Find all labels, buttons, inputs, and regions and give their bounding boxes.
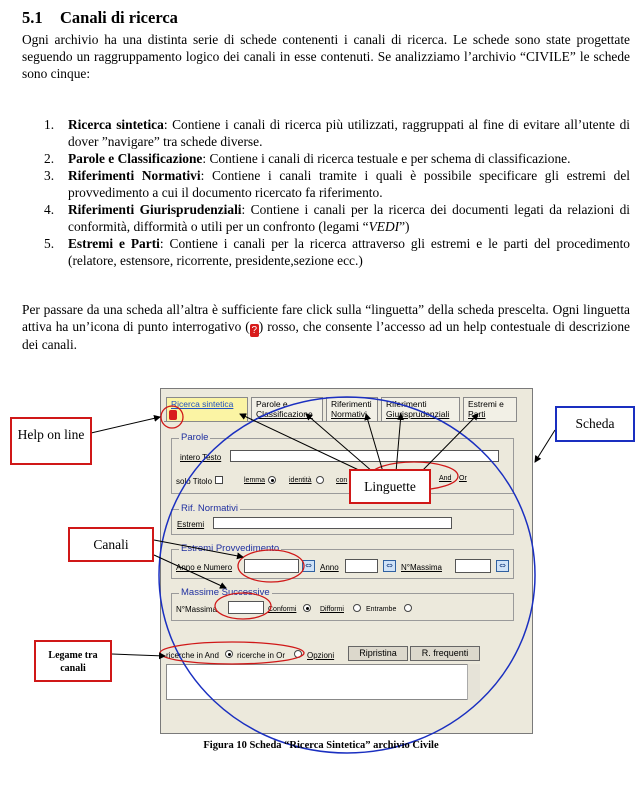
figure-caption: Figura 10 Scheda “Ricerca Sintetica” archivio Civile — [203, 740, 439, 751]
and-label: And — [439, 475, 452, 482]
intero-testo-label: intero Testo — [180, 453, 222, 462]
con-label: con — [336, 477, 348, 484]
parole-legend: Parole — [181, 432, 209, 443]
arrow-lookup-icon[interactable]: ⇔ — [496, 560, 509, 572]
canali-callout: Canali — [68, 527, 154, 562]
arrow-lookup-icon[interactable]: ⇔ — [302, 560, 315, 572]
identita-label: identità — [289, 477, 312, 484]
estremi-label: Estremi — [177, 520, 205, 529]
opzioni-link[interactable]: Opzioni — [307, 651, 335, 660]
scheda-ellipse — [159, 397, 535, 753]
entrambe-label: Entrambe — [366, 606, 397, 613]
list-item: 2. Parole e Classificazione: Contiene i canali di ricerca testuale e per schema di classificazione. — [44, 151, 571, 166]
list-item: 3. Riferimenti Normativi: Contiene i canali tramite i quali è possibile specificare gli estremi del provvedimento a cui il documento ricercato fa riferimento. — [44, 168, 630, 200]
arrows — [91, 414, 555, 656]
conformi-label: Conformi — [268, 606, 297, 613]
outro-paragraph: Per passare da una scheda all’altra è sufficiente fare click sulla “linguetta” della scheda prescelta. Ogni linguetta attiva ha un’icona di punto interrogativo ( ? ) rosso, che consente l’accesso ad un help contestuale di descrizione dei canali. — [22, 302, 630, 352]
rif-normativi-legend: Rif. Normativi — [181, 503, 239, 514]
anno-numero-label: Anno e Numero — [176, 563, 233, 572]
massime-successive-legend: Massime Successive — [181, 587, 270, 598]
difformi-label: Difformi — [320, 606, 344, 613]
list-item: 1. Ricerca sintetica: Contiene i canali di ricerca più utilizzati, raggruppati al fine di evitare all’utente di dover ”navigare” tra schede diverse. — [44, 117, 630, 149]
linguette-callout: Linguette — [349, 469, 431, 504]
scheda-callout: Scheda — [555, 406, 635, 442]
ripristina-button[interactable]: Ripristina — [348, 646, 408, 661]
tab-ricerca-sintetica[interactable]: Ricerca sintetica — [166, 397, 248, 422]
arrow-lookup-icon[interactable]: ⇔ — [383, 560, 396, 572]
anno-label: Anno — [320, 563, 339, 572]
lemma-label: lemma — [244, 477, 266, 484]
intro-paragraph: Ogni archivio ha una distinta serie di schede contenenti i canali di ricerca. Le schede sono state progettate seguendo un raggruppamento logico dei canali in esse contenuti. Se analizziamo l’archivio “CIVILE” le schede sono cinque: — [22, 32, 630, 81]
tab-estremi-parti[interactable]: Estremi e Parti — [463, 397, 517, 422]
list-item-term: Riferimenti Giurisprudenziali — [68, 202, 242, 217]
list-item-term: Parole e Classificazione — [68, 151, 203, 166]
legame-tra-canali-callout: Legame tra canali — [34, 640, 112, 682]
ricerche-and-label: ricerche in And — [166, 651, 219, 660]
canali-ellipse-2 — [215, 593, 271, 619]
legame-ellipse — [160, 642, 304, 664]
n-massima-label: N°Massima — [401, 563, 442, 572]
ricerche-frequenti-button[interactable]: R. frequenti — [410, 646, 480, 661]
tab-parole-classificazione[interactable]: Parole e Classificazione — [251, 397, 323, 422]
section-title: Canali di ricerca — [60, 8, 178, 27]
list-item-term: Riferimenti Normativi — [68, 168, 201, 183]
list-item-term: Estremi e Parti — [68, 236, 160, 251]
tab-riferimenti-giurisprudenziali[interactable]: Riferimenti Giurisprudenziali — [381, 397, 460, 422]
section-number: 5.1 — [22, 8, 43, 27]
tab-riferimenti-normativi[interactable]: Riferimenti Normativi — [326, 397, 378, 422]
or-label: Or — [459, 475, 467, 482]
ricerche-or-label: ricerche in Or — [237, 651, 286, 660]
list-item: 5. Estremi e Parti: Contiene i canali per la ricerca attraverso gli estremi e le parti del procedimento (relatore, estensore, ricorrente, presidente,sezione ecc.) — [44, 236, 630, 268]
massime-n-massima-label: N°Massima — [176, 605, 217, 614]
list-item-term: Ricerca sintetica — [68, 117, 164, 132]
list-item: 4. Riferimenti Giurisprudenziali: Contiene i canali per la ricerca dei documenti legati da relazioni di conformità, difformità o utili per un confronto (legami “VEDI”) — [44, 202, 631, 234]
canali-ellipse-1 — [238, 550, 304, 582]
help-ellipse — [161, 406, 183, 428]
estremi-provvedimento-legend: Estremi Provvedimento — [181, 543, 280, 554]
question-mark-icon: ? — [251, 324, 258, 336]
help-on-line-callout: Help on line — [10, 417, 92, 465]
solo-titolo-label: solo Titolo — [176, 477, 213, 486]
